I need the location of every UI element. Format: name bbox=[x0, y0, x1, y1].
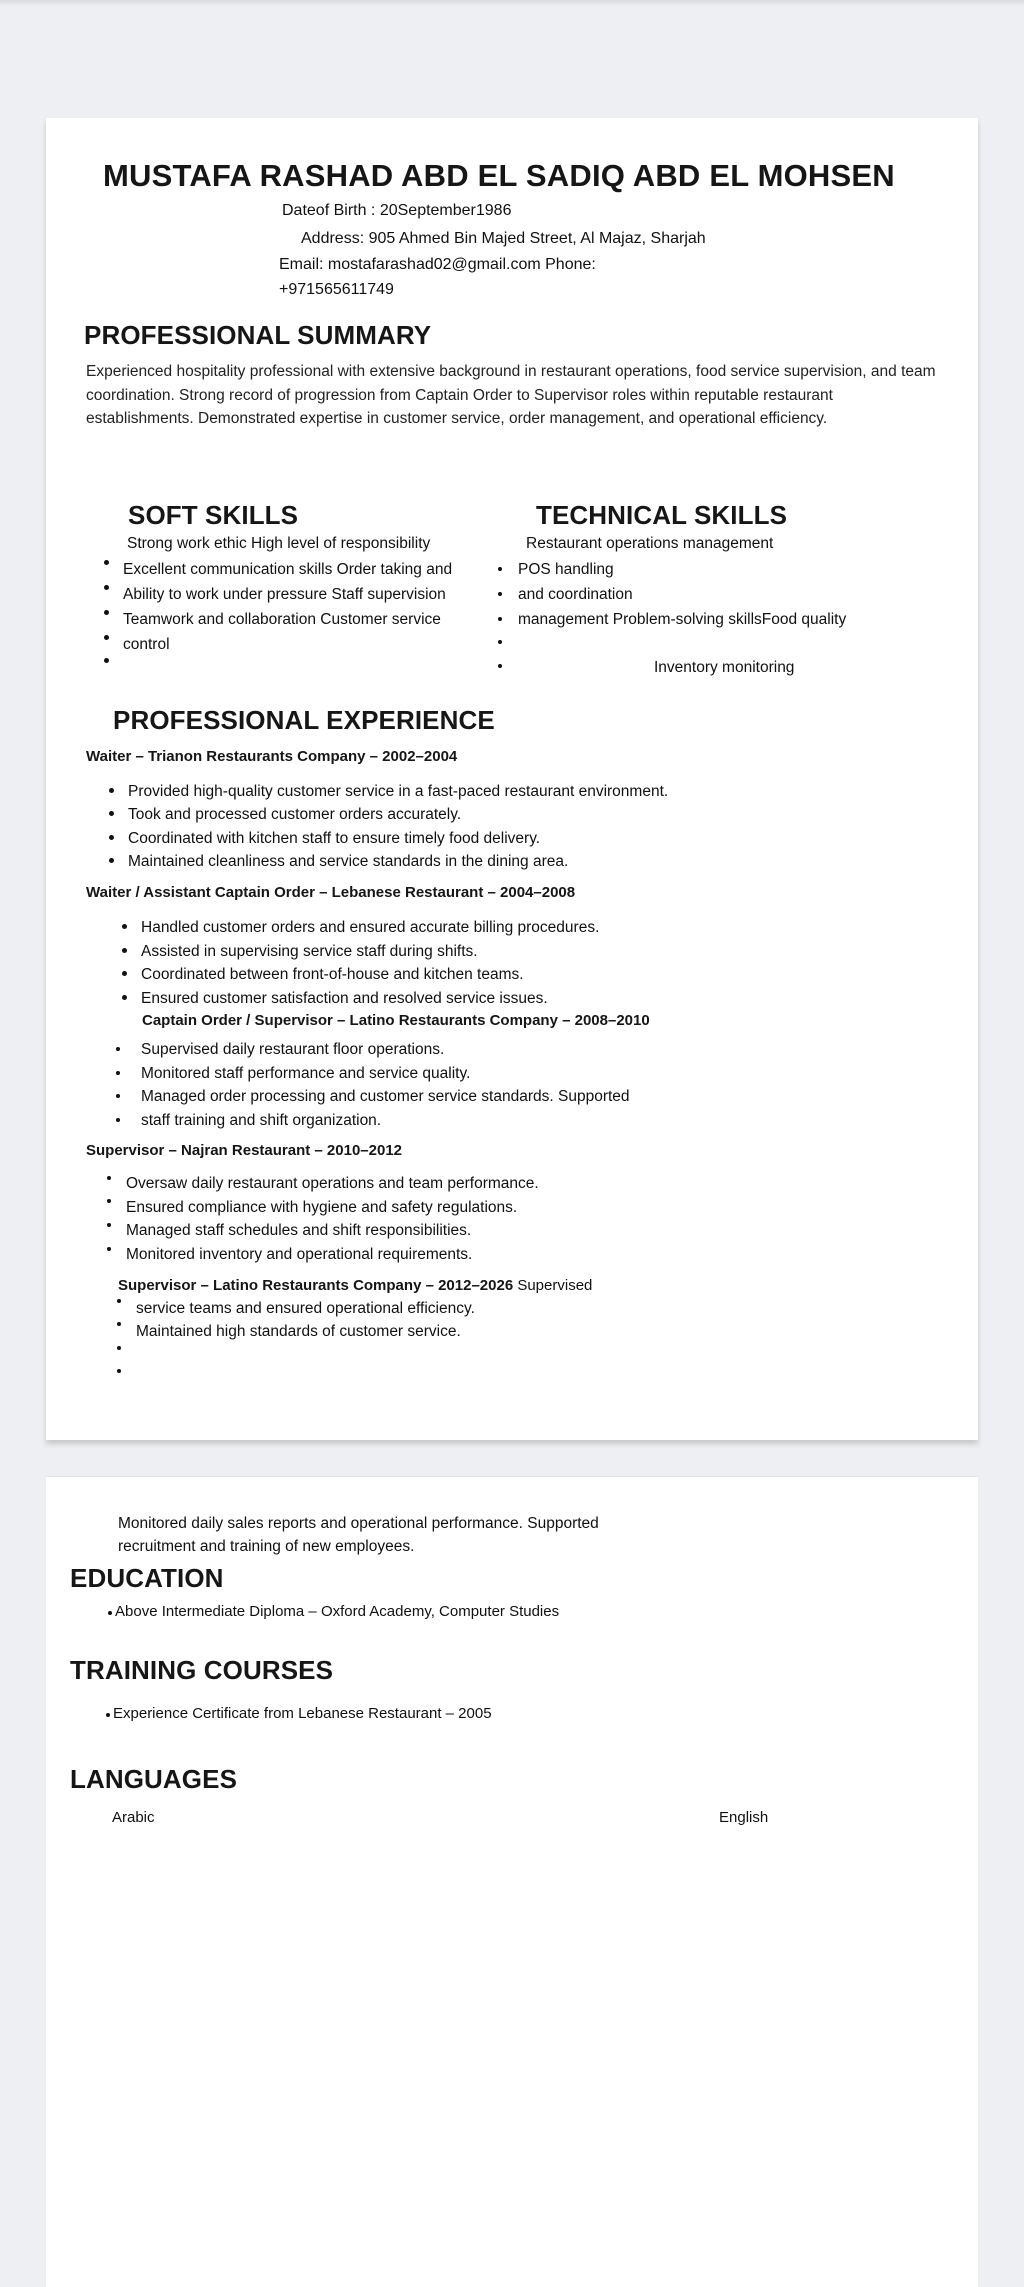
bullet-dot bbox=[117, 1369, 121, 1373]
education-item: Above Intermediate Diploma – Oxford Academy, Computer Studies bbox=[108, 1602, 559, 1622]
job-title: Waiter / Assistant Captain Order – Lebanese Restaurant – 2004–2008 bbox=[86, 884, 576, 901]
soft-skill-line: Ability to work under pressure Staff supervision bbox=[123, 586, 446, 603]
job-bullet-text: service teams and ensured operational efficiency. bbox=[136, 1300, 475, 1317]
bullet-dot bbox=[104, 658, 109, 663]
professional-summary-heading: PROFESSIONAL SUMMARY bbox=[84, 320, 432, 350]
job-bullet: Provided high-quality customer service in a fast-paced restaurant environment. bbox=[109, 782, 668, 802]
bullet-dot bbox=[117, 1299, 121, 1303]
job-bullet-text: Maintained high standards of customer service. bbox=[136, 1323, 461, 1340]
language-english: English bbox=[719, 1809, 769, 1826]
job-bullet-text: Managed staff schedules and shift responsibilities. bbox=[126, 1222, 472, 1239]
education-heading: EDUCATION bbox=[70, 1563, 224, 1593]
job-bullet: Managed order processing and customer service standards. Supported bbox=[116, 1087, 630, 1107]
job-title: Waiter – Trianon Restaurants Company – 2002–2004 bbox=[86, 748, 458, 765]
phone-number: +971565611749 bbox=[279, 281, 394, 298]
bullet-dot bbox=[104, 635, 109, 640]
languages-heading: LANGUAGES bbox=[70, 1764, 238, 1794]
professional-summary-text: Experienced hospitality professional with extensive background in restaurant operations, food service supervision, and team coordination. Strong record of progression from Captain Order to Supervisor roles within reputable restaurant establishments. Demonstrated expertise in customer service, order management, and operational efficiency. bbox=[86, 363, 936, 427]
soft-skill-line: Strong work ethic High level of responsibility bbox=[127, 535, 431, 552]
bullet-dot bbox=[498, 592, 502, 596]
candidate-name: MUSTAFA RASHAD ABD EL SADIQ ABD EL MOHSEN bbox=[103, 158, 895, 193]
job-bullet: staff training and shift organization. bbox=[116, 1111, 381, 1131]
viewer-top-shadow bbox=[0, 0, 1024, 6]
job-title-suffix: Supervised bbox=[513, 1277, 593, 1294]
email-phone: Email: mostafarashad02@gmail.com Phone: bbox=[279, 256, 596, 273]
address: Address: 905 Ahmed Bin Majed Street, Al Majaz, Sharjah bbox=[301, 230, 706, 247]
bullet-dot bbox=[104, 585, 109, 590]
professional-experience-heading: PROFESSIONAL EXPERIENCE bbox=[113, 705, 495, 735]
document-page-2 bbox=[46, 1476, 978, 2287]
language-arabic: Arabic bbox=[112, 1809, 155, 1826]
job-bullet: Handled customer orders and ensured accurate billing procedures. bbox=[122, 918, 599, 938]
soft-skill-line: Teamwork and collaboration Customer service bbox=[123, 611, 441, 628]
bullet-dot bbox=[107, 1247, 111, 1251]
training-item: Experience Certificate from Lebanese Restaurant – 2005 bbox=[106, 1704, 492, 1724]
technical-skill-line: management Problem-solving skillsFood quality bbox=[518, 611, 847, 628]
experience-continued-line: recruitment and training of new employees. bbox=[118, 1538, 415, 1555]
job-bullet-text: Ensured compliance with hygiene and safety regulations. bbox=[126, 1199, 518, 1216]
job-bullet: Ensured customer satisfaction and resolved service issues. bbox=[122, 989, 548, 1009]
bullet-dot bbox=[104, 610, 109, 615]
technical-skill-line: Inventory monitoring bbox=[654, 659, 795, 676]
technical-skill-line: Restaurant operations management bbox=[526, 535, 774, 552]
technical-skills-heading: TECHNICAL SKILLS bbox=[536, 500, 788, 530]
job-bullet: Coordinated with kitchen staff to ensure timely food delivery. bbox=[109, 829, 540, 849]
job-bullet: Supervised daily restaurant floor operations. bbox=[116, 1040, 444, 1060]
bullet-dot bbox=[498, 640, 502, 644]
bullet-dot bbox=[117, 1346, 121, 1350]
bullet-dot bbox=[498, 664, 502, 668]
training-courses-heading: TRAINING COURSES bbox=[70, 1655, 334, 1685]
bullet-dot bbox=[104, 560, 109, 565]
technical-skill-line: POS handling bbox=[518, 561, 614, 578]
job-bullet-text: Monitored inventory and operational requirements. bbox=[126, 1246, 473, 1263]
experience-continued-line: Monitored daily sales reports and operational performance. Supported bbox=[118, 1515, 599, 1532]
job-title-line bbox=[118, 1276, 592, 1296]
document-page-1 bbox=[46, 118, 978, 1440]
job-bullet: Assisted in supervising service staff during shifts. bbox=[122, 942, 478, 962]
job-bullet: Maintained cleanliness and service standards in the dining area. bbox=[109, 852, 568, 872]
job-title: Captain Order / Supervisor – Latino Restaurants Company – 2008–2010 bbox=[142, 1012, 650, 1029]
job-title: Supervisor – Najran Restaurant – 2010–2012 bbox=[86, 1142, 403, 1159]
bullet-dot bbox=[107, 1176, 111, 1180]
job-bullet: Monitored staff performance and service quality. bbox=[116, 1064, 470, 1084]
job-bullet: Took and processed customer orders accurately. bbox=[109, 805, 461, 825]
soft-skill-line: Excellent communication skills Order taking and bbox=[123, 561, 453, 578]
date-of-birth: Dateof Birth : 20September1986 bbox=[282, 202, 512, 219]
job-bullet: Coordinated between front-of-house and kitchen teams. bbox=[122, 965, 524, 985]
technical-skill-line: and coordination bbox=[518, 586, 633, 603]
bullet-dot bbox=[107, 1223, 111, 1227]
job-title: Supervisor – Latino Restaurants Company – 2012–2026 bbox=[118, 1277, 514, 1294]
bullet-dot bbox=[498, 617, 502, 621]
soft-skills-heading: SOFT SKILLS bbox=[128, 500, 299, 530]
bullet-dot bbox=[107, 1199, 111, 1203]
bullet-dot bbox=[117, 1322, 121, 1326]
job-bullet-text: Oversaw daily restaurant operations and team performance. bbox=[126, 1175, 539, 1192]
soft-skill-line: control bbox=[123, 636, 170, 653]
bullet-dot bbox=[498, 567, 502, 571]
